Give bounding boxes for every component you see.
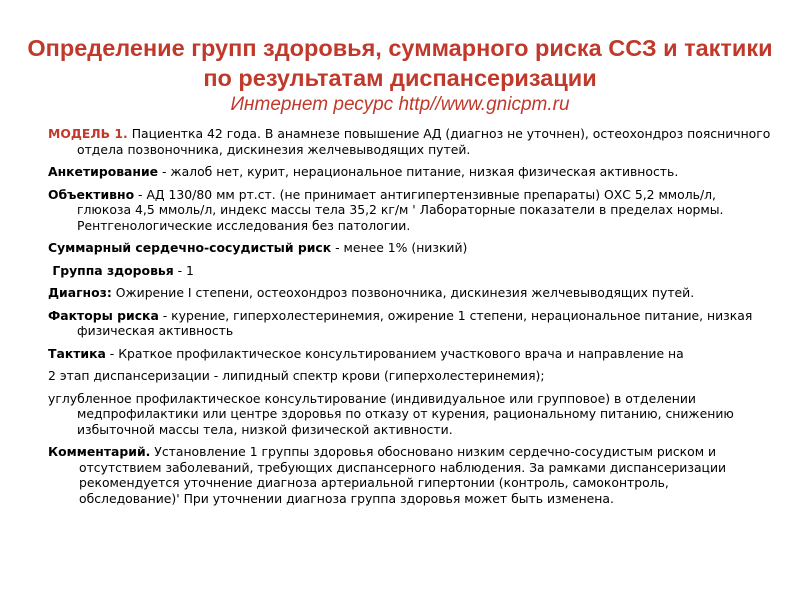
survey-label: Анкетирование xyxy=(48,164,159,179)
tactics-label: Тактика xyxy=(48,345,106,361)
stage2-text: 2 этап диспансеризации - липидный спектр крови (гиперхолестеринемия); xyxy=(48,368,545,383)
paragraph-risk-factors xyxy=(48,308,772,339)
model-text: Пациентка 42 года. В анамнезе повышение АД (диагноз не уточнен), остеохондроз поясничного отдела позвоночника, дискинезия желчевыводящих путей. xyxy=(77,126,771,157)
paragraph-stage2 xyxy=(48,368,772,384)
paragraph-diagnosis xyxy=(48,285,772,301)
deep-counseling-text: углубленное профилактическое консультирование (индивидуальное или групповое) в отделении медпрофилактики или центре здоровья по отказу от курения, рациональному питанию, снижению избыточной массы тела, низкой физической активности. xyxy=(48,390,734,437)
survey-text: - жалоб нет, курит, нерациональное питание, низкая физическая активность. xyxy=(158,164,679,179)
slide-title: Определение групп здоровья, суммарного риска ССЗ и тактики по результатам диспансеризации xyxy=(27,35,773,91)
paragraph-survey xyxy=(48,164,772,180)
health-group-label: Группа здоровья xyxy=(48,262,174,278)
diagnosis-text: Ожирение I степени, остеохондроз позвоночника, дискинезия желчевыводящих путей. xyxy=(111,285,695,300)
diagnosis-label: Диагноз: xyxy=(48,285,112,300)
paragraph-deep-counseling xyxy=(48,391,772,438)
health-group-text: - 1 xyxy=(173,262,194,278)
risk-factors-label: Факторы риска xyxy=(48,307,159,323)
objective-text: - АД 130/80 мм рт.ст. (не принимает антигипертензивные препараты) ОХС 5,2 ммоль/л, глюкоза 4,5 ммоль/л, индекс массы тела 35,2 кг/м ' Лабораторные показатели в пределах нормы. Рентгенологические исследования без патологии. xyxy=(77,186,724,233)
paragraph-model xyxy=(48,126,772,157)
paragraph-tactics xyxy=(48,346,772,362)
slide-body xyxy=(48,126,772,513)
paragraph-health-group xyxy=(48,263,772,279)
paragraph-comment xyxy=(48,444,772,506)
cv-risk-text: - менее 1% (низкий) xyxy=(331,240,468,255)
paragraph-objective xyxy=(48,187,772,234)
objective-label: Объективно xyxy=(48,186,135,202)
model-label: МОДЕЛЬ 1. xyxy=(48,126,128,141)
tactics-text: - Краткое профилактическое консультированием участкового врача и направление на xyxy=(105,345,684,361)
comment-text: Установление 1 группы здоровья обосновано низким сердечно-сосудистым риском и отсутствием заболеваний, требующих диспансерного наблюдения. За рамками диспансеризации рекомендуется уточнение диагноза артериальной гипертонии (контроль, самоконтроль, обследование)' При уточнении диагноза группа здоровья может быть изменена. xyxy=(79,444,727,506)
cv-risk-label: Суммарный сердечно-сосудистый риск xyxy=(48,240,332,255)
source-subtitle: Интернет ресурс http//www.gnicpm.ru xyxy=(230,94,570,115)
risk-factors-text: - курение, гиперхолестеринемия, ожирение 1 степени, нерациональное питание, низкая физическая активность xyxy=(77,307,753,338)
comment-label: Комментарий. xyxy=(48,444,151,459)
paragraph-cv-risk xyxy=(48,240,772,256)
